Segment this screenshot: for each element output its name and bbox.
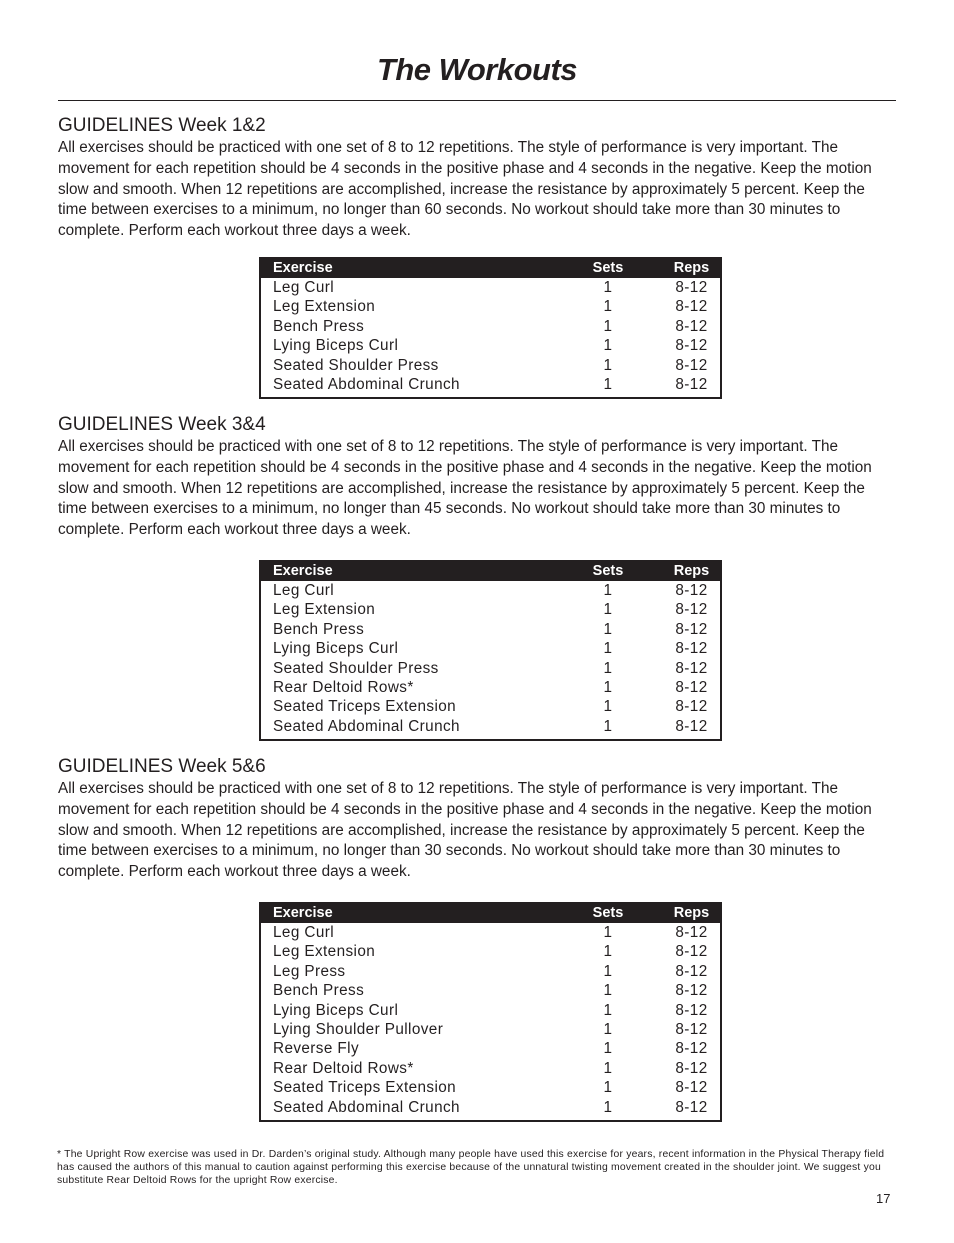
- table-row: [260, 317, 721, 336]
- cell-sets: 1: [603, 337, 613, 355]
- header-reps: Reps: [663, 561, 721, 581]
- table-row: [260, 620, 721, 639]
- cell-exercise: Leg Extension: [273, 298, 376, 316]
- header-reps: Reps: [663, 258, 721, 278]
- cell-sets: 1: [603, 982, 613, 1000]
- cell-exercise: Leg Extension: [273, 943, 376, 961]
- cell-exercise: Leg Press: [273, 962, 346, 980]
- cell-exercise: Leg Extension: [273, 601, 376, 619]
- cell-exercise: Lying Biceps Curl: [273, 337, 399, 355]
- cell-reps: 8-12: [675, 1079, 708, 1097]
- cell-sets: 1: [603, 698, 613, 716]
- table-row: [260, 717, 721, 740]
- table-header-row: [260, 903, 721, 923]
- table-row: [260, 375, 721, 398]
- workout-table-week-5-6: [259, 902, 722, 1122]
- table-row: [260, 297, 721, 316]
- cell-sets: 1: [603, 279, 613, 296]
- cell-reps: 8-12: [675, 943, 708, 961]
- table-row: [260, 639, 721, 658]
- header-sets: Sets: [553, 258, 663, 278]
- table-row: [260, 1020, 721, 1039]
- cell-sets: 1: [603, 317, 613, 335]
- cell-reps: 8-12: [675, 982, 708, 1000]
- cell-exercise: Rear Deltoid Rows*: [273, 679, 414, 697]
- table-row: [260, 1098, 721, 1121]
- cell-reps: 8-12: [675, 582, 708, 599]
- cell-reps: 8-12: [675, 356, 708, 374]
- cell-sets: 1: [603, 1021, 613, 1039]
- table-row: [260, 336, 721, 355]
- cell-exercise: Seated Triceps Extension: [273, 1079, 457, 1097]
- cell-sets: 1: [603, 1059, 613, 1077]
- section-week-1-2: [58, 114, 898, 242]
- table-row: [260, 581, 721, 600]
- table-row: [260, 697, 721, 716]
- header-reps: Reps: [663, 903, 721, 923]
- cell-reps: 8-12: [675, 1059, 708, 1077]
- cell-exercise: Seated Abdominal Crunch: [273, 376, 460, 394]
- table-row: [260, 981, 721, 1000]
- cell-exercise: Bench Press: [273, 620, 365, 638]
- header-exercise: Exercise: [260, 561, 553, 581]
- table-header-row: [260, 258, 721, 278]
- cell-sets: 1: [603, 640, 613, 658]
- cell-exercise: Lying Shoulder Pullover: [273, 1021, 444, 1039]
- cell-reps: 8-12: [675, 962, 708, 980]
- table-row: [260, 1039, 721, 1058]
- section-week-5-6: [58, 755, 898, 883]
- cell-reps: 8-12: [675, 317, 708, 335]
- cell-reps: 8-12: [675, 640, 708, 658]
- cell-exercise: Leg Curl: [273, 924, 335, 941]
- table-row: [260, 942, 721, 961]
- cell-reps: 8-12: [675, 679, 708, 697]
- header-sets: Sets: [553, 903, 663, 923]
- header-exercise: Exercise: [260, 258, 553, 278]
- section-heading: GUIDELINES Week 3&4: [58, 414, 266, 435]
- cell-exercise: Lying Biceps Curl: [273, 1001, 399, 1019]
- table-row: [260, 659, 721, 678]
- table-row: [260, 1059, 721, 1078]
- workout-table-week-3-4: [259, 560, 722, 741]
- cell-sets: 1: [603, 376, 613, 394]
- table-row: [260, 356, 721, 375]
- cell-sets: 1: [603, 601, 613, 619]
- cell-reps: 8-12: [675, 698, 708, 716]
- cell-reps: 8-12: [675, 337, 708, 355]
- section-body: All exercises should be practiced with one set of 8 to 12 repetitions. The style of performance is very important. The movement for each repetition should be 4 seconds in the positive phase and 4 seconds in the negative. Keep the motion slow and smooth. When 12 repetitions are accomplished, increase the resistance by approximately 5 percent. Keep the time between exercises to a minimum, no longer than 60 seconds. No workout should take more than 30 minutes to complete. Perform each workout three days a week.: [58, 139, 872, 240]
- cell-sets: 1: [603, 924, 613, 941]
- header-exercise: Exercise: [260, 903, 553, 923]
- cell-reps: 8-12: [675, 298, 708, 316]
- cell-sets: 1: [603, 1079, 613, 1097]
- section-body: All exercises should be practiced with one set of 8 to 12 repetitions. The style of performance is very important. The movement for each repetition should be 4 seconds in the positive phase and 4 seconds in the negative. Keep the motion slow and smooth. When 12 repetitions are accomplished, increase the resistance by approximately 5 percent. Keep the time between exercises to a minimum, no longer than 45 seconds. No workout should take more than 30 minutes to complete. Perform each workout three days a week.: [58, 438, 872, 539]
- cell-reps: 8-12: [675, 924, 708, 941]
- cell-exercise: Seated Abdominal Crunch: [273, 1098, 460, 1116]
- cell-exercise: Reverse Fly: [273, 1040, 360, 1058]
- cell-reps: 8-12: [675, 717, 708, 735]
- cell-exercise: Seated Shoulder Press: [273, 659, 439, 677]
- cell-exercise: Seated Triceps Extension: [273, 698, 457, 716]
- header-sets: Sets: [553, 561, 663, 581]
- cell-reps: 8-12: [675, 1001, 708, 1019]
- cell-reps: 8-12: [675, 659, 708, 677]
- footnote: * The Upright Row exercise was used in Dr. Darden’s original study. Although many people have used this exercise for years, recent information in the Physical Therapy field has caused the authors of this manual to caution against performing this exercise because of the unnatural twisting movement created in the shoulder joint. We suggest you substitute Rear Deltoid Rows for the upright Row exercise.: [57, 1149, 885, 1186]
- table-row: [260, 1001, 721, 1020]
- cell-sets: 1: [603, 679, 613, 697]
- table-row: [260, 600, 721, 619]
- section-heading: GUIDELINES Week 1&2: [58, 115, 266, 136]
- cell-sets: 1: [603, 962, 613, 980]
- table-row: [260, 962, 721, 981]
- cell-exercise: Seated Abdominal Crunch: [273, 717, 460, 735]
- section-week-3-4: [58, 413, 898, 541]
- cell-exercise: Seated Shoulder Press: [273, 356, 439, 374]
- page-title: The Workouts: [376, 52, 578, 87]
- cell-exercise: Leg Curl: [273, 279, 335, 296]
- table-row: [260, 278, 721, 297]
- title-divider: [58, 100, 896, 101]
- cell-exercise: Bench Press: [273, 982, 365, 1000]
- section-body: All exercises should be practiced with one set of 8 to 12 repetitions. The style of performance is very important. The movement for each repetition should be 4 seconds in the positive phase and 4 seconds in the negative. Keep the motion slow and smooth. When 12 repetitions are accomplished, increase the resistance by approximately 5 percent. Keep the time between exercises to a minimum, no longer than 30 seconds. No workout should take more than 30 minutes to complete. Perform each workout three days a week.: [58, 780, 872, 881]
- cell-exercise: Leg Curl: [273, 582, 335, 599]
- cell-exercise: Bench Press: [273, 317, 365, 335]
- cell-reps: 8-12: [675, 1021, 708, 1039]
- cell-sets: 1: [603, 356, 613, 374]
- cell-sets: 1: [603, 717, 613, 735]
- cell-sets: 1: [603, 1098, 613, 1116]
- cell-reps: 8-12: [675, 376, 708, 394]
- cell-sets: 1: [603, 943, 613, 961]
- section-heading: GUIDELINES Week 5&6: [58, 756, 266, 777]
- table-header-row: [260, 561, 721, 581]
- cell-reps: 8-12: [675, 279, 708, 296]
- cell-sets: 1: [603, 1040, 613, 1058]
- cell-reps: 8-12: [675, 1040, 708, 1058]
- cell-exercise: Rear Deltoid Rows*: [273, 1059, 414, 1077]
- cell-reps: 8-12: [675, 601, 708, 619]
- table-row: [260, 1078, 721, 1097]
- cell-sets: 1: [603, 620, 613, 638]
- workout-table-week-1-2: [259, 257, 722, 399]
- page-number: 17: [876, 1191, 891, 1206]
- cell-exercise: Lying Biceps Curl: [273, 640, 399, 658]
- cell-sets: 1: [603, 298, 613, 316]
- table-row: [260, 678, 721, 697]
- cell-reps: 8-12: [675, 1098, 708, 1116]
- cell-sets: 1: [603, 1001, 613, 1019]
- table-row: [260, 923, 721, 942]
- cell-sets: 1: [603, 582, 613, 599]
- cell-reps: 8-12: [675, 620, 708, 638]
- cell-sets: 1: [603, 659, 613, 677]
